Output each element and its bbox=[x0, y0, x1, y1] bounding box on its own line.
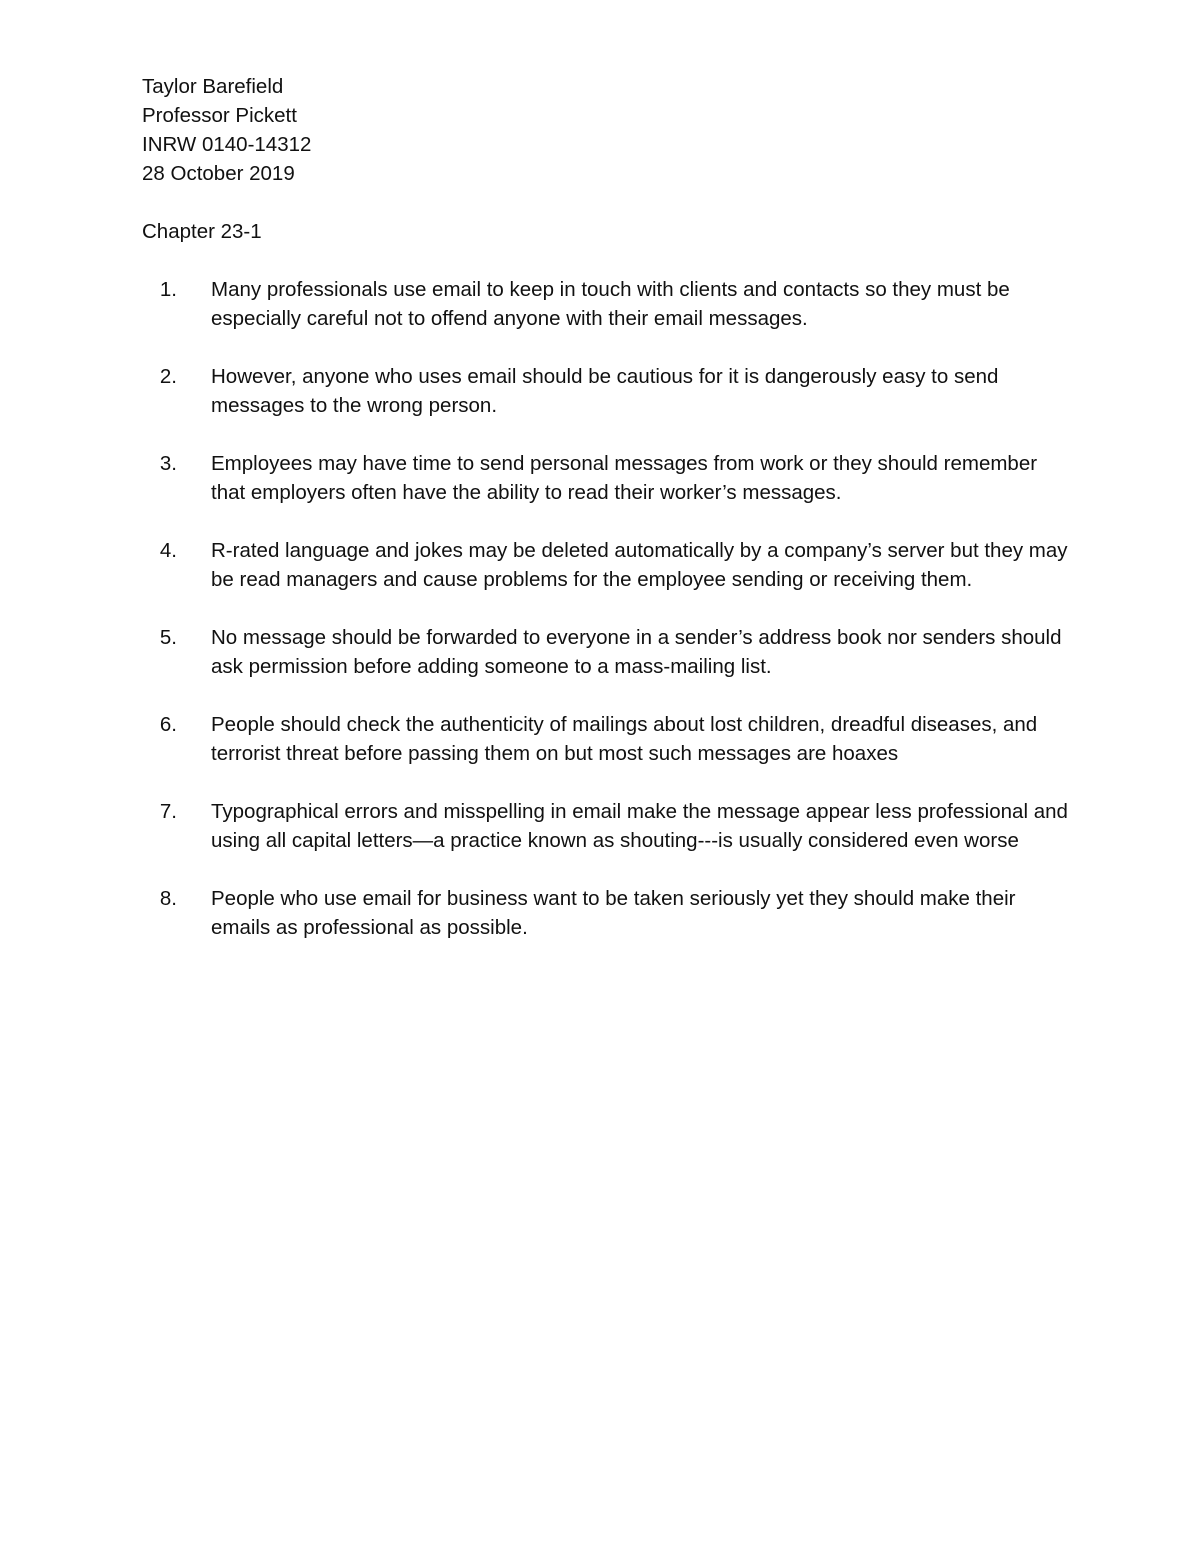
item-number: 3. bbox=[159, 452, 177, 475]
professor-name: Professor Pickett bbox=[142, 104, 297, 127]
list-item bbox=[142, 449, 1072, 507]
item-text: People who use email for business want to be taken seriously yet they should make their emails as professional as possible. bbox=[211, 887, 1016, 939]
item-text: People should check the authenticity of mailings about lost children, dreadful diseases, and terrorist threat before passing them on but most such messages are hoaxes bbox=[211, 713, 1038, 765]
item-text: Employees may have time to send personal messages from work or they should remember that employers often have the ability to read their worker’s messages. bbox=[211, 452, 1038, 504]
document-body bbox=[142, 72, 1072, 971]
item-number: 2. bbox=[159, 365, 177, 388]
item-number: 5. bbox=[159, 626, 177, 649]
item-text: Typographical errors and misspelling in email make the message appear less professional and using all capital letters—a practice known as shouting---is usually considered even worse bbox=[211, 800, 1068, 852]
list-item bbox=[142, 710, 1072, 768]
item-text: Many professionals use email to keep in touch with clients and contacts so they must be especially careful not to offend anyone with their email messages. bbox=[211, 278, 1010, 330]
item-number: 6. bbox=[159, 713, 177, 736]
list-item bbox=[142, 884, 1072, 942]
item-number: 8. bbox=[159, 887, 177, 910]
item-number: 1. bbox=[159, 278, 177, 301]
student-name: Taylor Barefield bbox=[142, 75, 284, 98]
list-item bbox=[142, 536, 1072, 594]
heading-block bbox=[142, 72, 1072, 188]
item-text: R-rated language and jokes may be deleted automatically by a company’s server but they may be read managers and cause problems for the employee sending or receiving them. bbox=[211, 539, 1068, 591]
item-number: 4. bbox=[159, 539, 177, 562]
item-text: No message should be forwarded to everyone in a sender’s address book nor senders should ask permission before adding someone to a mass-mailing list. bbox=[211, 626, 1062, 678]
item-number: 7. bbox=[159, 800, 177, 823]
list-item bbox=[142, 623, 1072, 681]
item-text: However, anyone who uses email should be cautious for it is dangerously easy to send messages to the wrong person. bbox=[211, 365, 999, 417]
list-item bbox=[142, 362, 1072, 420]
document-date: 28 October 2019 bbox=[142, 162, 295, 185]
course-code: INRW 0140-14312 bbox=[142, 133, 312, 156]
list-item bbox=[142, 275, 1072, 333]
chapter-title: Chapter 23-1 bbox=[142, 220, 262, 243]
numbered-list bbox=[142, 275, 1072, 942]
list-item bbox=[142, 797, 1072, 855]
